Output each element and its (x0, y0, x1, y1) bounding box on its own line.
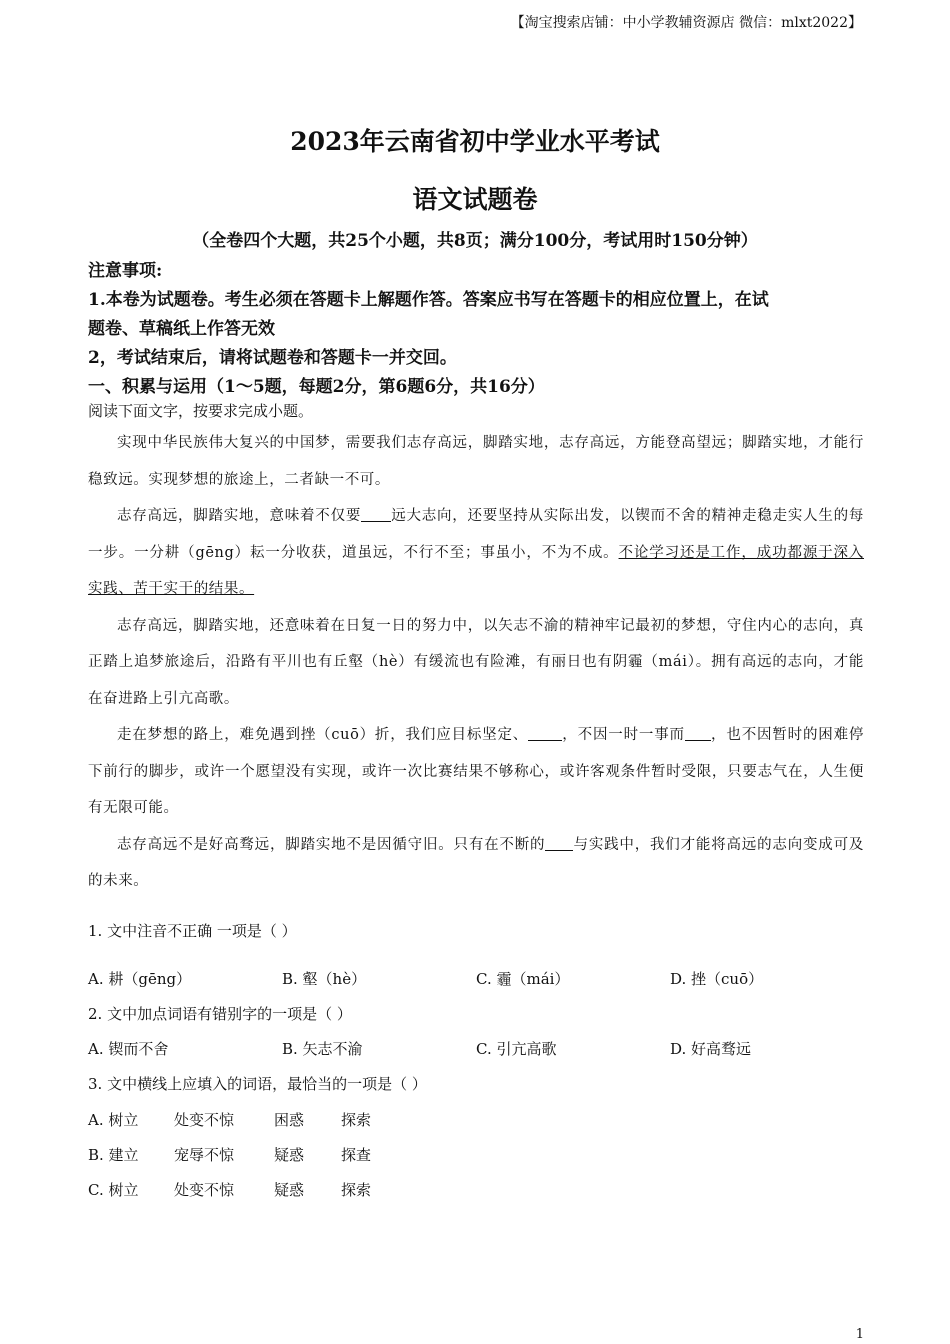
passage-paragraph-3: 志存高远，脚踏实地，还意味着在日复一日的努力中，以矢志不渝的精神牢记最初的梦想，守住内心的志向，真正踏上追梦旅途后，沿路有平川也有丘壑（hè）有缓流也有险滩，有丽日也有阴霾（mái）。拥有高远的志向，才能在奋进路上引亢高歌。 (88, 617, 864, 707)
section1-intro: 阅读下面文字，按要求完成小题。 (88, 402, 314, 420)
notes-heading: 注意事项: (88, 261, 163, 281)
q1-option-c: C. 霾（mái） (476, 970, 570, 988)
exam-info: （全卷四个大题，共25个小题，共8页；满分100分，考试用时150分钟） (192, 231, 758, 251)
q2-option-b: B. 矢志不渝 (282, 1040, 363, 1058)
question-2-stem: 2. 文中加点词语有错别字的一项是（ ） (88, 1005, 352, 1023)
passage-paragraph-1: 实现中华民族伟大复兴的中国梦，需要我们志存高远，脚踏实地，志存高远，方能登高望远；脚踏实地，才能行稳致远。实现梦想的旅途上，二者缺一不可。 (88, 435, 864, 488)
passage-paragraph-5: 志存高远不是好高骛远，脚踏实地不是因循守旧。只有在不断的 与实践中，我们才能将高远的志向变成可及的未来。 (88, 827, 864, 900)
notes-item-1a: 1.本卷为试题卷。考生必须在答题卡上解题作答。答案应书写在答题卡的相应位置上，在试 (88, 290, 769, 310)
q1-option-d: D. 挫（cuō） (670, 970, 764, 988)
reading-passage (88, 425, 864, 900)
section1-heading: 一、积累与运用（1～5题，每题2分，第6题6分，共16分） (88, 377, 545, 397)
exam-subtitle: 语文试题卷 (412, 185, 538, 214)
passage-paragraph-2: 志存高远，脚踏实地，意味着不仅要 远大志向，还要坚持从实际出发，以锲而不舍的精神走稳走实人生的每一步。一分耕（gēng）耘一分收获，道虽远，不行不至；事虽小，不为不成。不论学习还是工作，成功都源于深入实践、苦干实干的结果。 (88, 498, 864, 608)
fill-blank-3 (685, 724, 711, 741)
question-1-stem: 1. 文中注音不正确 一项是（ ） (88, 922, 297, 940)
notes-item-1b: 题卷、草稿纸上作答无效 (88, 319, 275, 339)
page-number: 1 (855, 1327, 864, 1342)
q1-option-a: A. 耕（gēng） (88, 970, 192, 988)
underlined-sentence: 不论学习还是工作，成功都源于深入实践、苦干实干的结果。 (88, 544, 864, 597)
notes-item-2: 2，考试结束后，请将试题卷和答题卡一并交回。 (88, 348, 457, 368)
fill-blank-4 (545, 834, 573, 851)
fill-blank-2 (528, 724, 562, 741)
question-3-stem: 3. 文中横线上应填入的词语，最恰当的一项是（ ） (88, 1075, 427, 1093)
passage-paragraph-4: 走在梦想的路上，难免遇到挫（cuō）折，我们应目标坚定、 ，不因一时一事而 ，也不因暂时的困难停下前行的脚步，或许一个愿望没有实现，或许一次比赛结果不够称心，或许客观条件暂时受限，只要志气在，人生便有无限可能。 (88, 717, 864, 827)
q2-option-d: D. 好高骛远 (670, 1040, 752, 1058)
q1-option-b: B. 壑（hè） (282, 970, 367, 988)
q2-option-c: C. 引亢高歌 (476, 1040, 557, 1058)
fill-blank-1 (361, 505, 391, 522)
exam-title: 2023年云南省初中学业水平考试 (290, 127, 660, 156)
q2-option-a: A. 锲而不舍 (88, 1040, 169, 1058)
header-note: 【淘宝搜索店铺：中小学教辅资源店 微信：mlxt2022】 (510, 15, 862, 31)
